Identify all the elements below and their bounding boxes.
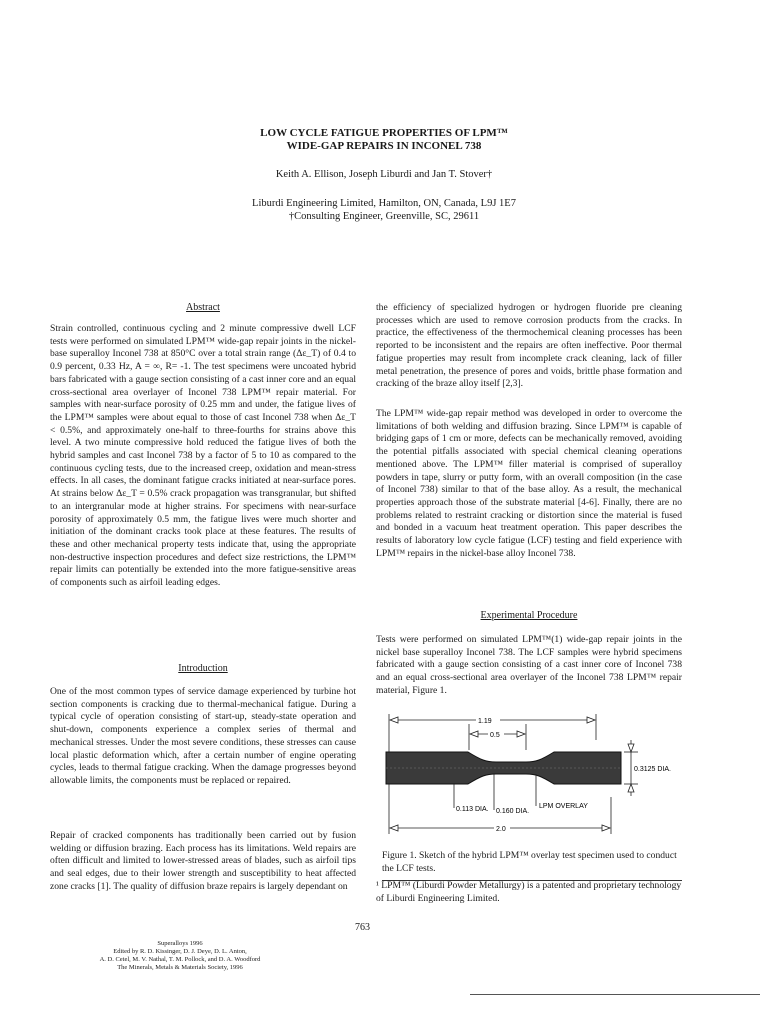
- introduction-heading: Introduction: [178, 663, 228, 674]
- paper-title-line2: WIDE-GAP REPAIRS IN INCONEL 738: [286, 140, 482, 152]
- footer-publisher: The Minerals, Metals & Materials Society, 1996: [117, 964, 243, 971]
- right-para2: The LPM™ wide-gap repair method was developed in order to overcome the limitations of both welding and diffusion brazing. Since LPM™ is capable of bridging gaps of 1 cm or more, defects can be mechanically removed, avoiding the potential pitfalls associated with special chemical cleaning operations mentioned above. The LPM™ filler material is comprised of superalloy powders in tape, slurry or putty form, with an overall composition (in the case of Inconel 738) similar to that of the base alloy. As a result, the mechanical properties approach those of the substrate material [4-6]. Finally, there are no problems related to restraint cracking or distortion since the material is fused and bonded in a vacuum heat treatment operation. This paper describes the results of laboratory low cycle fatigue (LCF) testing and field experience with LPM™ repairs in the nickel-base alloy Inconel 738.: [376, 408, 682, 559]
- affiliation-secondary: †Consulting Engineer, Greenville, SC, 29611: [288, 211, 480, 222]
- dim-0-160-label: 0.160 DIA.: [496, 808, 530, 815]
- affiliation-primary: Liburdi Engineering Limited, Hamilton, ON, Canada, L9J 1E7: [252, 198, 516, 209]
- figure-1-caption: Figure 1. Sketch of the hybrid LPM™ overlay test specimen used to conduct the LCF tests.: [382, 850, 677, 874]
- dim-2-0-label: 2.0: [496, 826, 506, 833]
- introduction-para1: One of the most common types of service damage experienced by turbine hot section components is cracking due to thermal-mechanical fatigue. During a typical cycle of operation consisting of start-up, steady-state operation and shut-down, components experience a complex series of thermal and mechanical stresses. Under the most severe conditions, these stresses can cause local plastic deformation which, after a certain number of engine operating cycles, leads to thermal fatigue cracking. When the damage progresses beyond allowable limits, the components must be replaced or repaired.: [50, 686, 356, 786]
- dim-0-113-label: 0.113 DIA.: [456, 806, 489, 813]
- arrow-2-0-left: [390, 825, 398, 831]
- arrow-1-19-left: [390, 717, 398, 723]
- right-para3: Tests were performed on simulated LPM™(1) wide-gap repair joints in the nickel base superalloy Inconel 738. The LCF samples were hybrid specimens fabricated with a gauge section consisting of a cast inner core of Inconel 738 and an equal cross-sectional area overlayer of the Inconel 738 LPM™ repair material, Figure 1.: [376, 634, 682, 696]
- authors: Keith A. Ellison, Joseph Liburdi and Jan T. Stover†: [275, 169, 493, 180]
- arrow-1-19-right: [587, 717, 595, 723]
- dim-1-19-label: 1.19: [478, 718, 492, 725]
- specimen-sketch: [376, 712, 686, 837]
- arrow-2-0-right: [602, 825, 610, 831]
- arrow-0-5-right: [517, 731, 525, 737]
- bottom-rule: [470, 994, 760, 995]
- dim-0-5-label: 0.5: [490, 732, 500, 739]
- abstract-heading: Abstract: [186, 302, 220, 313]
- experimental-procedure-heading: Experimental Procedure: [480, 610, 578, 621]
- arrow-dia-bottom: [628, 784, 634, 792]
- dim-dia-label: 0.3125 DIA.: [634, 766, 671, 773]
- overlay-label: LPM OVERLAY: [539, 803, 588, 810]
- page-number: 763: [355, 922, 370, 933]
- paper-title-line1: LOW CYCLE FATIGUE PROPERTIES OF LPM™: [260, 127, 508, 139]
- abstract-text: Strain controlled, continuous cycling and 2 minute compressive dwell LCF tests were performed on simulated LPM™ wide-gap repair joints in the nickel-base superalloy Inconel 738 at 850°C over a total strain range (Δε_T) of 0.4 to 0.9 percent, 0.33 Hz, A = ∞, R= -1. The test specimens were uncoated hybrid bars fabricated with a gauge section consisting of a cast inner core and an equal cross-sectional area overlayer of Inconel 738 LPM™ repair material. For samples with near-surface porosity of 0.25 mm and under, the fatigue lives of the LPM™ samples were about equal to those of cast Inconel 738 when Δε_T < 0.5%, and approximately one-half to three-fourths for strains above this level. A two minute compressive hold reduced the fatigue lives of both the hybrid samples and cast Inconel 738 by a factor of 5 to 10 as compared to the continuous cycling tests, due to the increased creep, oxidation and mean-stress effects. In all cases, the dominant fatigue cracks initiated at near-surface pores. At strains below Δε_T = 0.5% crack propagation was transgranular, but shifted to an intergranular mode at higher strains. For specimens with near-surface porosity of approximately 0.5 mm, the fatigue lives were much shorter and initiation of the dominant cracks took place at these features. The results of these and other mechanical property tests indicate that, using the appropriate non-destructive inspection procedures and defect size restrictions, the LPM™ repair limits can potentially be extended into the more fatigue-sensitive areas of components such as airfoil leading edges.: [50, 323, 356, 589]
- figure-1: [376, 712, 686, 837]
- footer-editors-1: Edited by R. D. Kissinger, D. J. Deye, D. L. Anton,: [113, 948, 247, 955]
- arrow-dia-top: [628, 744, 634, 752]
- footnote: ¹ LPM™ (Liburdi Powder Metallurgy) is a patented and proprietary technology of Liburdi Engineering Limited.: [376, 880, 682, 904]
- arrow-0-5-left: [470, 731, 478, 737]
- right-para1: the efficiency of specialized hydrogen or hydrogen fluoride pre cleaning processes which are used to remove corrosion products from the cracks. In practice, the effectiveness of the thermochemical cleaning processes has been reported to be inconsistent and the repairs are often ineffective. Poor thermal fatigue properties may result from incomplete crack cleaning, lack of filler metal penetration, the presence of pores and voids, brittle phase formation and cracking of the braze alloy itself [2,3].: [376, 302, 682, 390]
- footer-proceedings: Superalloys 1996: [157, 940, 203, 947]
- footer-editors-2: A. D. Cetel, M. V. Nathal, T. M. Pollock, and D. A. Woodford: [99, 956, 261, 963]
- introduction-para2: Repair of cracked components has traditionally been carried out by fusion welding or diffusion brazing. Each process has its limitations. Weld repairs are often difficult and limited to lower-stressed areas of blades, such as airfoil tips and seal edges, due to their lower strength and susceptibility to heat affected zone cracks [1]. The quality of diffusion braze repairs is largely dependant on: [50, 830, 356, 892]
